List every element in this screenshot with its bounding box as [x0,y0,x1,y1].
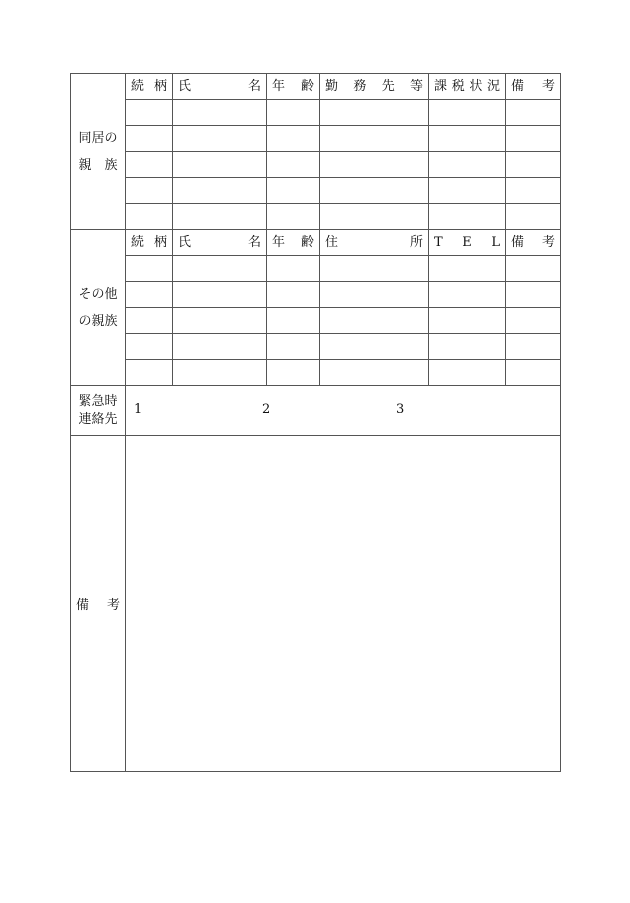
relatives-cell[interactable] [506,308,561,334]
relatives-header-row [71,230,561,256]
relatives-row [71,256,561,282]
household-cell[interactable] [173,100,267,126]
relatives-cell[interactable] [126,360,173,386]
household-cell[interactable] [506,178,561,204]
household-col-age: 年 齢 [267,74,320,100]
household-header-row [71,74,561,100]
relatives-section-label [71,230,126,386]
household-cell[interactable] [506,152,561,178]
household-cell[interactable] [429,204,506,230]
household-cell[interactable] [267,126,320,152]
relatives-label-line-1: その他 [78,286,118,302]
relatives-cell[interactable] [429,334,506,360]
relatives-row [71,282,561,308]
relatives-cell[interactable] [267,308,320,334]
relatives-row [71,308,561,334]
household-cell[interactable] [429,126,506,152]
relatives-cell[interactable] [173,308,267,334]
relatives-cell[interactable] [173,334,267,360]
household-col-relation: 続 柄 [126,74,173,100]
household-cell[interactable] [267,152,320,178]
household-cell[interactable] [429,178,506,204]
household-cell[interactable] [320,126,429,152]
relatives-cell[interactable] [429,360,506,386]
emergency-number-2: 2 [262,402,271,417]
relatives-cell[interactable] [126,282,173,308]
relatives-label-line-2: の親族 [78,313,118,329]
household-col-name: 氏 名 [173,74,267,100]
relatives-cell[interactable] [429,282,506,308]
family-info-form [70,73,561,772]
household-cell[interactable] [173,152,267,178]
household-cell[interactable] [126,204,173,230]
household-cell[interactable] [429,152,506,178]
relatives-cell[interactable] [506,334,561,360]
emergency-contact-field[interactable] [126,386,561,436]
household-cell[interactable] [506,126,561,152]
household-section-label [71,74,126,230]
relatives-row [71,334,561,360]
relatives-col-age: 年 齢 [267,230,320,256]
household-row [71,204,561,230]
household-col-workplace: 勤 務 先 等 [320,74,429,100]
relatives-cell[interactable] [506,256,561,282]
relatives-col-address: 住 所 [320,230,429,256]
household-cell[interactable] [506,204,561,230]
household-cell[interactable] [126,152,173,178]
emergency-contact-label: 緊急時 連絡先 [71,386,126,436]
notes-field[interactable] [126,436,561,772]
relatives-cell[interactable] [126,334,173,360]
household-cell[interactable] [173,204,267,230]
household-cell[interactable] [126,126,173,152]
household-cell[interactable] [126,178,173,204]
notes-row [71,436,561,772]
relatives-col-tel: T E L [429,230,506,256]
relatives-cell[interactable] [320,308,429,334]
relatives-cell[interactable] [429,308,506,334]
notes-label: 備 考 [71,436,126,772]
household-cell[interactable] [267,100,320,126]
household-label-line-2: 親 族 [78,157,118,173]
relatives-cell[interactable] [173,282,267,308]
household-cell[interactable] [267,204,320,230]
household-col-tax-status: 課 税 状 況 [429,74,506,100]
household-cell[interactable] [173,126,267,152]
household-cell[interactable] [267,178,320,204]
relatives-cell[interactable] [320,282,429,308]
relatives-cell[interactable] [429,256,506,282]
relatives-cell[interactable] [126,256,173,282]
household-label-line-1: 同居の [78,130,118,146]
household-cell[interactable] [320,100,429,126]
relatives-col-name: 氏 名 [173,230,267,256]
relatives-row [71,360,561,386]
household-cell[interactable] [506,100,561,126]
relatives-cell[interactable] [126,308,173,334]
household-cell[interactable] [173,178,267,204]
household-row [71,126,561,152]
household-row [71,100,561,126]
household-cell[interactable] [320,178,429,204]
household-cell[interactable] [429,100,506,126]
household-cell[interactable] [320,204,429,230]
emergency-row [71,386,561,436]
household-row [71,178,561,204]
relatives-cell[interactable] [267,282,320,308]
relatives-cell[interactable] [267,256,320,282]
relatives-col-relation: 続 柄 [126,230,173,256]
household-row [71,152,561,178]
relatives-cell[interactable] [320,334,429,360]
relatives-cell[interactable] [173,360,267,386]
household-col-remarks: 備 考 [506,74,561,100]
relatives-col-remarks: 備 考 [506,230,561,256]
household-cell[interactable] [126,100,173,126]
relatives-cell[interactable] [320,256,429,282]
relatives-cell[interactable] [506,360,561,386]
relatives-cell[interactable] [173,256,267,282]
relatives-cell[interactable] [320,360,429,386]
relatives-cell[interactable] [506,282,561,308]
relatives-cell[interactable] [267,334,320,360]
household-cell[interactable] [320,152,429,178]
emergency-number-3: 3 [396,402,405,417]
emergency-number-1: 1 [134,402,143,417]
relatives-cell[interactable] [267,360,320,386]
